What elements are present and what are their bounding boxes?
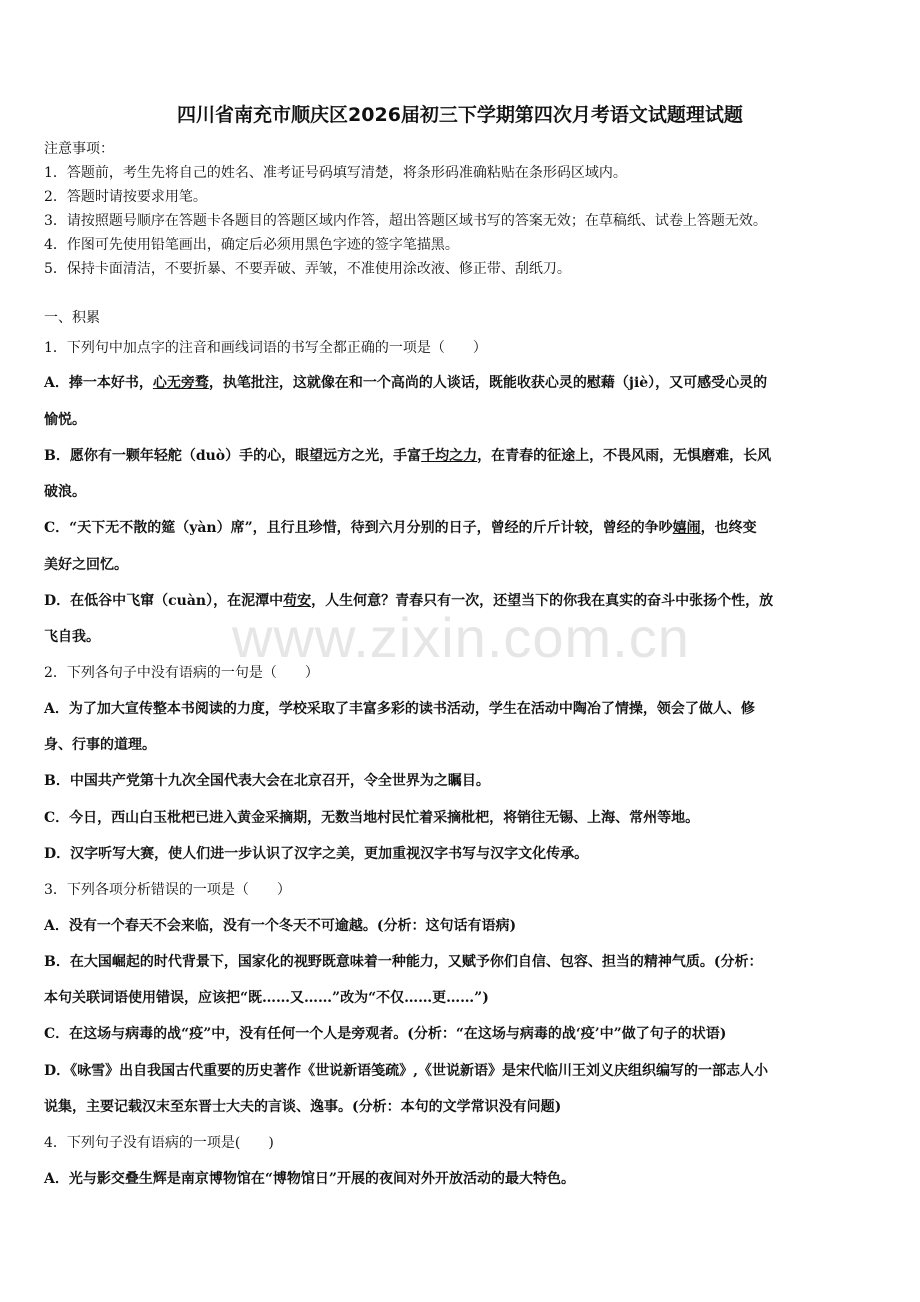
underlined-word: 心无旁骛	[152, 375, 209, 391]
underlined-word: 苟安	[283, 593, 312, 609]
option-text: D．在低谷中飞窜（cuàn），在泥潭中	[44, 593, 284, 609]
notice-item: 1．答题前，考生先将自己的姓名、准考证号码填写清楚，将条形码准确粘贴在条形码区域内。	[44, 165, 627, 181]
question-stem: 3．下列各项分析错误的一项是（ ）	[44, 882, 291, 898]
option-continuation: 破浪。	[44, 484, 86, 500]
underlined-word: 千均之力	[421, 448, 478, 464]
section-heading: 一、积累	[44, 310, 100, 326]
option-continuation: 美好之回忆。	[44, 557, 128, 573]
option-continuation: 愉悦。	[44, 412, 86, 428]
notice-item: 4．作图可先使用铅笔画出，确定后必须用黑色字迹的签字笔描黑。	[44, 237, 459, 253]
option-b: B．在大国崛起的时代背景下，国家化的视野既意味着一种能力，又赋予你们自信、包容、担当的精神气质。(分析：	[44, 954, 763, 970]
option-d: D．《咏雪》出自我国古代重要的历史著作《世说新语笺疏》,《世说新语》是宋代临川王刘义庆组织编写的一部志人小	[44, 1063, 769, 1079]
option-d	[44, 591, 880, 611]
option-continuation: 本句关联词语使用错误，应该把“既……又……”改为“不仅……更……”)	[44, 990, 489, 1006]
question-stem: 4．下列句子没有语病的一项是( )	[44, 1135, 274, 1151]
option-text: ，也终变	[700, 520, 757, 536]
option-continuation: 说集，主要记载汉末至东晋士大夫的言谈、逸事。(分析：本句的文学常识没有问题)	[44, 1099, 562, 1115]
option-text: ，人生何意？青春只有一次，还望当下的你我在真实的奋斗中张扬个性，放	[311, 593, 774, 609]
question-stem: 2．下列各句子中没有语病的一句是（ ）	[44, 665, 319, 681]
option-d: D．汉字听写大赛，使人们进一步认识了汉字之美，更加重视汉字书写与汉字文化传承。	[44, 846, 589, 862]
notice-item: 2．答题时请按要求用笔。	[44, 189, 207, 205]
option-a: A．没有一个春天不会来临，没有一个冬天不可逾越。(分析：这句话有语病)	[44, 918, 517, 934]
option-text: ，在青春的征途上，不畏风雨，无惧磨难，长风	[477, 448, 772, 464]
notice-item: 5．保持卡面清洁，不要折暴、不要弄破、弄皱，不准使用涂改液、修正带、刮纸刀。	[44, 261, 571, 277]
watermark: www.zixin.com.cn	[232, 606, 690, 669]
option-continuation: 身、行事的道理。	[44, 737, 156, 753]
option-a: A．光与影交叠生辉是南京博物馆在“博物馆日”开展的夜间对外开放活动的最大特色。	[44, 1171, 575, 1187]
option-b	[44, 446, 880, 466]
notice-heading: 注意事项：	[44, 141, 114, 157]
option-text: A．捧一本好书，	[44, 375, 153, 391]
option-text: B．愿你有一颗年轻舵（duò）手的心，眼望远方之光，手富	[44, 448, 422, 464]
notice-item: 3．请按照题号顺序在答题卡各题目的答题区域内作答，超出答题区域书写的答案无效；在草稿纸、试卷上答题无效。	[44, 213, 767, 229]
question-stem: 1．下列句中加点字的注音和画线词语的书写全都正确的一项是（ ）	[44, 340, 487, 356]
option-c: C．今日，西山白玉枇杷已进入黄金采摘期，无数当地村民忙着采摘枇杷，将销往无锡、上海、常州等地。	[44, 810, 700, 826]
option-b: B．中国共产党第十九次全国代表大会在北京召开，令全世界为之瞩目。	[44, 773, 490, 789]
option-c	[44, 518, 880, 538]
option-continuation: 飞自我。	[44, 629, 100, 645]
page-title: 四川省南充市顺庆区2026届初三下学期第四次月考语文试题理试题	[177, 104, 743, 126]
option-text: ，执笔批注，这就像在和一个高尚的人谈话，既能收获心灵的慰藉（jiè），又可感受心灵的	[208, 375, 768, 391]
option-a: A．为了加大宣传整本书阅读的力度，学校采取了丰富多彩的读书活动，学生在活动中陶冶了情操，领会了做人、修	[44, 701, 755, 717]
option-c: C．在这场与病毒的战“疫”中，没有任何一个人是旁观者。(分析：“在这场与病毒的战‘疫’中”做了句子的状语)	[44, 1026, 727, 1042]
option-a	[44, 373, 880, 393]
underlined-word: 嬉闹	[672, 520, 701, 536]
option-text: C．“天下无不散的筵（yàn）席”，且行且珍惜，待到六月分别的日子，曾经的斤斤计较，曾经的争吵	[44, 520, 673, 536]
